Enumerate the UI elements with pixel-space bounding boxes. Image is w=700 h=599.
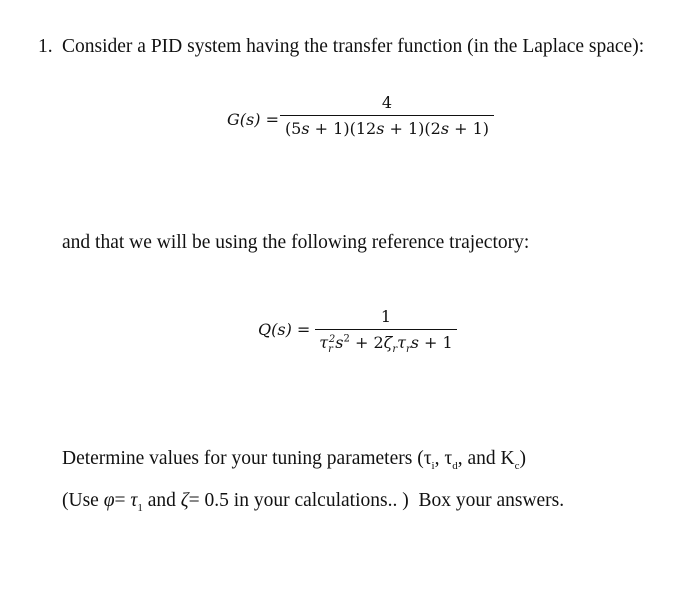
question-line (38, 36, 644, 58)
transfer-function-fraction (280, 93, 494, 138)
reference-trajectory-fraction (315, 307, 457, 355)
transfer-function-denominator: (5s + 1)(12s + 1)(2s + 1) (280, 115, 494, 138)
question-text: Consider a PID system having the transfer function (in the Laplace space): (62, 36, 645, 57)
reference-trajectory-denominator: $\tau_r^2s^2 + 2\zeta_r\tau_rs + 1$ (315, 329, 457, 355)
question-number: 1. (38, 36, 53, 57)
reference-trajectory-lhs: Q(s) = (258, 320, 311, 339)
reference-trajectory-numerator: 1 (380, 307, 392, 326)
instruction-text: Determine values for your tuning parameters ($\tau_i$, $\tau_d$, and $K_c$) (62, 448, 526, 472)
transfer-function-numerator: 4 (381, 93, 393, 112)
intro-text: and that we will be using the following reference trajectory: (62, 232, 530, 253)
transfer-function-lhs: G(s) = (227, 110, 279, 129)
note-text: (Use $\varphi= \tau_1$ and ζ= 0.5 in your calculations.. ) Box your answers. (62, 490, 565, 514)
